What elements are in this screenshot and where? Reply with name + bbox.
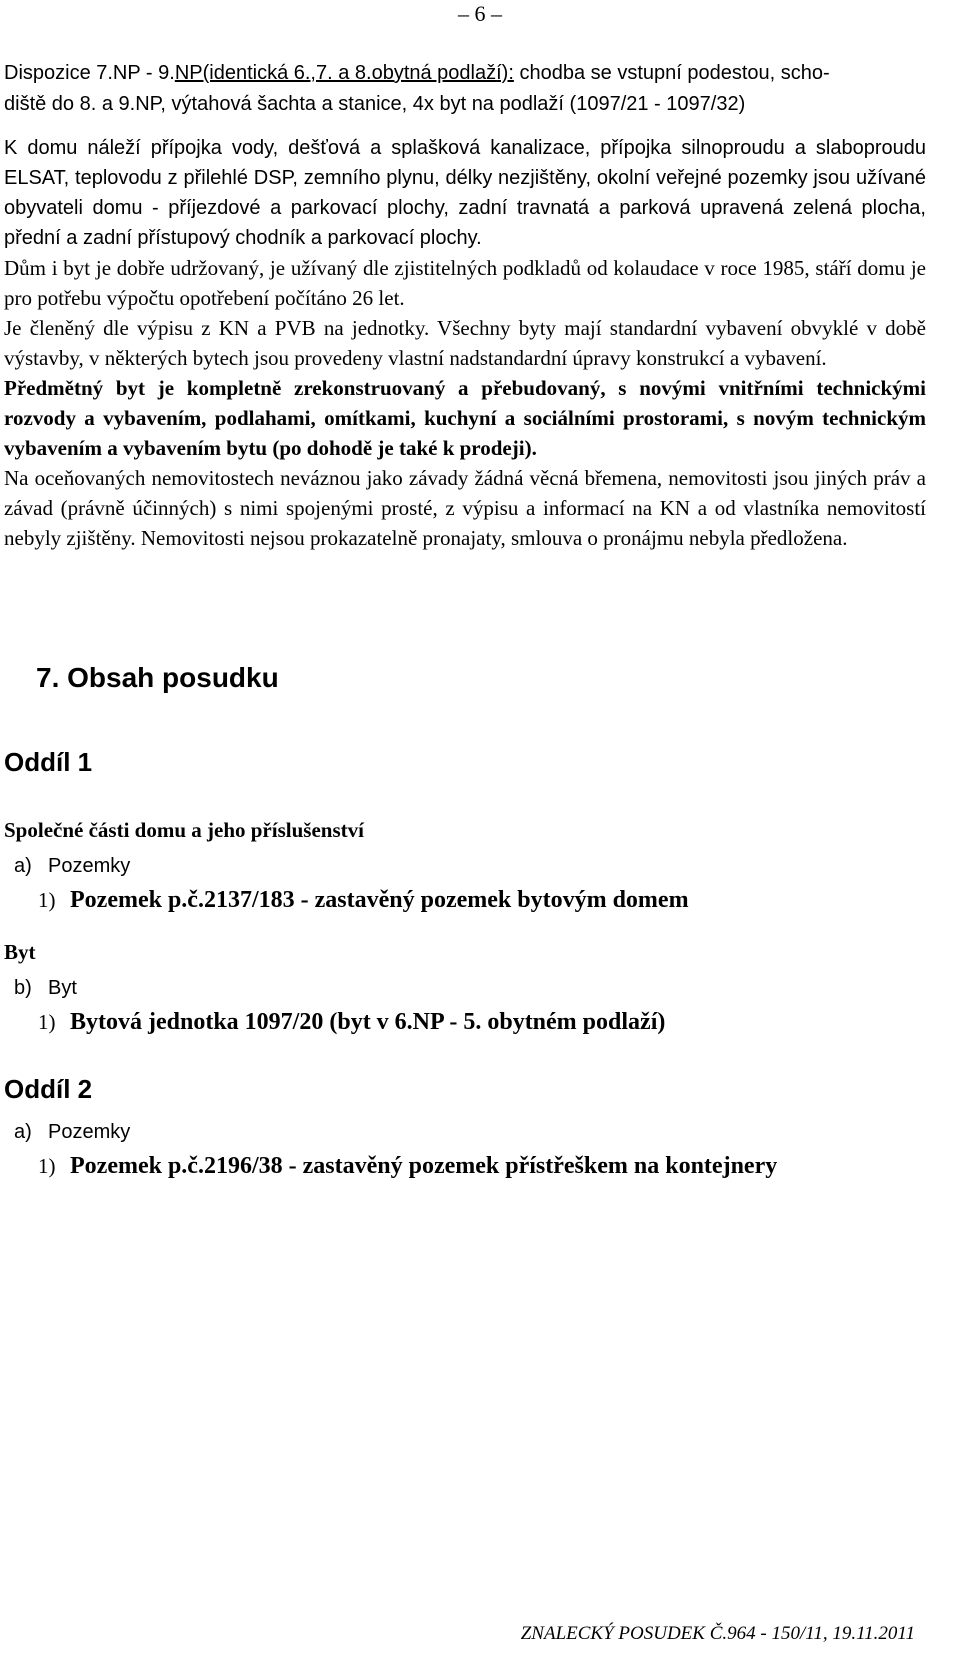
page-number: – 6 – — [458, 1, 502, 26]
paragraph-bremena: Na oceňovaných nemovitostech neváznou jako závady žádná věcná břemena, nemovitosti jsou jiných práv a závad (právně účinných) s nimi spojenými prosté, z výpisu a informací na KN a od vlastníka nemovitostí nebyly zjištěny. Nemovitosti nejsou prokazatelně pronajaty, smlouva o pronájmu nebyla předložena. — [4, 466, 926, 550]
oddil-2-item-a-label: Pozemky — [48, 1121, 131, 1143]
item-a-letter: a) — [14, 855, 32, 877]
item-a-label: Pozemky — [48, 855, 131, 877]
oddil-2-item-a — [14, 1118, 130, 1146]
body-text — [4, 57, 926, 553]
oddil-1-heading: Oddíl 1 — [4, 747, 93, 777]
oddil-2-item-a1 — [38, 1151, 777, 1181]
dispozice-line-2 — [4, 88, 926, 119]
oddil-2-item-a1-num: 1) — [38, 1154, 56, 1178]
item-b-label: Byt — [48, 977, 77, 999]
dispozice-line-1 — [4, 57, 926, 88]
section-7-heading: 7. Obsah posudku — [36, 662, 279, 693]
oddil-1-item-b — [14, 974, 77, 1002]
byt-heading: Byt — [4, 940, 36, 964]
oddil-2-item-a1-value: Pozemek p.č.2196/38 - zastavěný pozemek přístřeškem na kontejnery — [70, 1153, 778, 1179]
dispozice-line2-start: diště do 8. a 9. — [4, 93, 136, 115]
oddil-2-heading: Oddíl 2 — [4, 1074, 93, 1104]
item-a1-value: Pozemek p.č.2137/183 - zastavěný pozemek bytovým domem — [70, 887, 689, 913]
oddil-2-item-a-letter: a) — [14, 1121, 32, 1143]
dispozice-np-ref: NP(identická 6.,7. a 8.obytná podlaží): — [174, 62, 514, 84]
dispozice-rest: chodba se vstupní podestou, scho- — [513, 62, 830, 84]
item-b1-value: Bytová jednotka 1097/20 (byt v 6.NP - 5. obytném podlaží) — [70, 1009, 666, 1035]
oddil-1-item-a1 — [38, 885, 689, 915]
oddil-1-subheading: Společné části domu a jeho příslušenství — [4, 818, 364, 842]
item-b1-num: 1) — [38, 1010, 56, 1034]
oddil-1-item-a — [14, 852, 130, 880]
paragraph-cleneni: Je členěný dle výpisu z KN a PVB na jednotky. Všechny byty mají standardní vybavení obvyklé v době výstavby, v některých bytech jsou provedeny vlastní nadstandardní úpravy konstrukcí a vybavení. — [4, 316, 926, 370]
oddil-1-item-b1 — [38, 1007, 665, 1037]
item-b-letter: b) — [14, 977, 32, 999]
item-a1-num: 1) — [38, 888, 56, 912]
paragraph-predmetny: Předmětný byt je kompletně zrekonstruovaný a přebudovaný, s novými vnitřními technickými rozvody a vybavením, podlahami, omítkami, kuchyní a sociálními prostorami, s novým technickým vybavením a vybavením bytu (po dohodě je také k prodeji). — [4, 376, 926, 460]
footer-document-id: ZNALECKÝ POSUDEK Č.964 - 150/11, 19.11.2011 — [520, 1623, 915, 1644]
paragraph-pripojky: K domu náleží přípojka vody, dešťová a splašková kanalizace, přípojka silnoproudu a slaboproudu ELSAT, teplovodu z přilehlé DSP, zemního plynu, délky nezjištěny, okolní veřejné pozemky jsou užívané obyvateli domu - příjezdové a parkovací plochy, zadní travnatá a parková upravená zelená plocha, přední a zadní přístupový chodník a parkovací plochy. — [4, 137, 926, 249]
dispozice-lead: Dispozice 7.NP - 9. — [4, 62, 175, 84]
paragraph-dum: Dům i byt je dobře udržovaný, je užívaný dle zjistitelných podkladů od kolaudace v roce 1985, stáří domu je pro potřebu výpočtu opotřebení počítáno 26 let. — [4, 256, 926, 310]
dispozice-line2-rest: NP, výtahová šachta a stanice, 4x byt na podlaží (1097/21 - 1097/32) — [135, 93, 746, 115]
